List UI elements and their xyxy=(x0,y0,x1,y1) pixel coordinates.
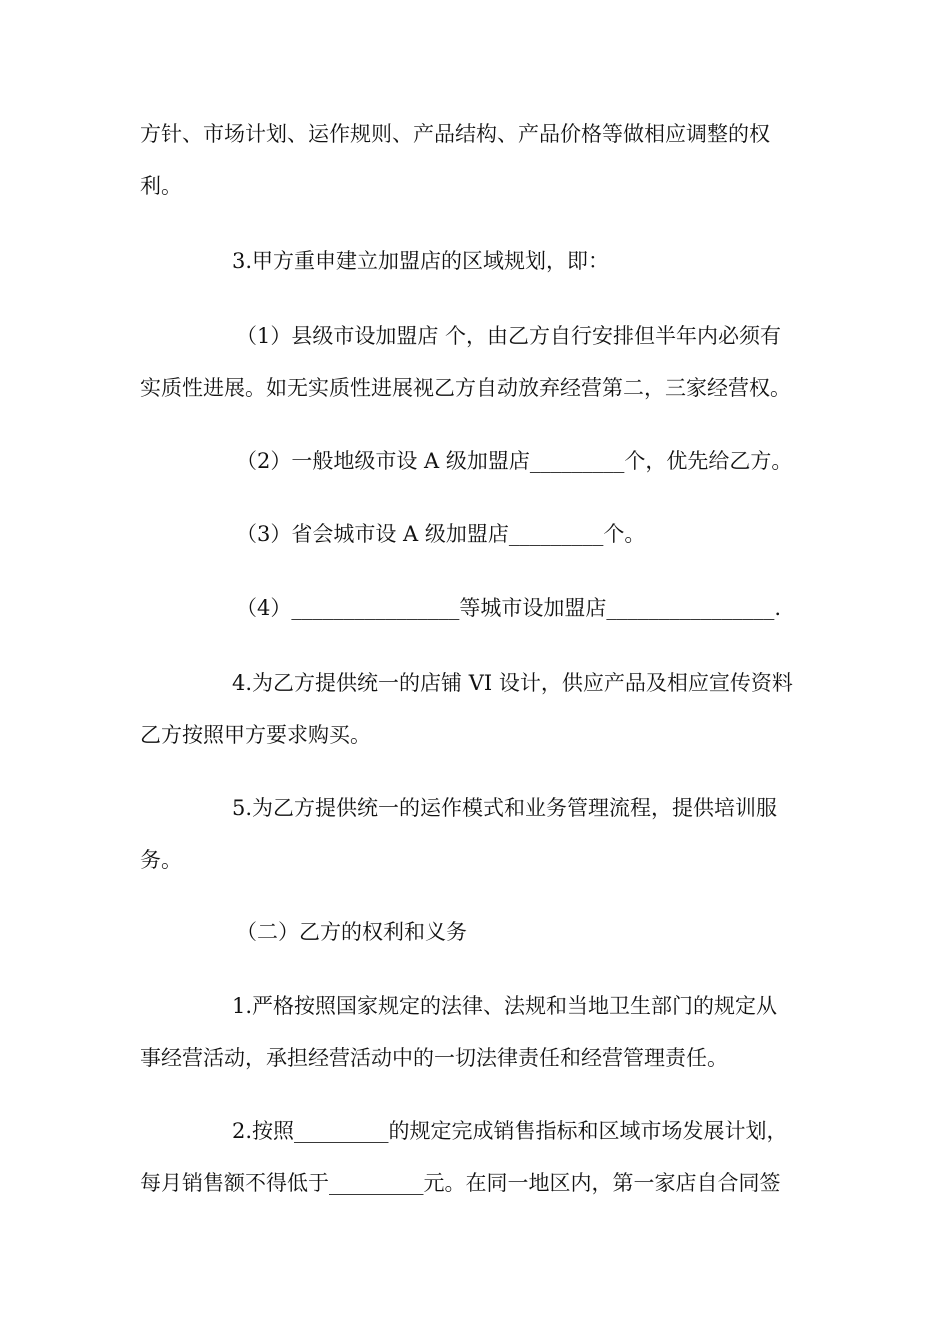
paragraph-item-4 xyxy=(140,582,810,634)
paragraph-clause-3 xyxy=(140,235,810,287)
text-line: 务。 xyxy=(140,848,182,872)
text-line: 4.为乙方提供统一的店铺 VI 设计，供应产品及相应宣传资料 xyxy=(232,671,793,695)
text-line: （4）________________等城市设加盟店________________. xyxy=(236,596,782,620)
text-line: 1.严格按照国家规定的法律、法规和当地卫生部门的规定从 xyxy=(232,994,778,1018)
text-line: 方针、市场计划、运作规则、产品结构、产品价格等做相应调整的权 xyxy=(140,122,770,146)
text-line: （二）乙方的权利和义务 xyxy=(236,920,467,944)
text-line: 事经营活动，承担经营活动中的一切法律责任和经营管理责任。 xyxy=(140,1046,728,1070)
text-line: 2.按照_________的规定完成销售指标和区域市场发展计划， xyxy=(232,1119,788,1143)
paragraph-b-clause-2 xyxy=(140,1105,810,1209)
section-heading-party-b xyxy=(140,906,810,958)
text-line: 5.为乙方提供统一的运作模式和业务管理流程，提供培训服 xyxy=(232,796,778,820)
text-line: （1）县级市设加盟店 个，由乙方自行安排但半年内必须有 xyxy=(236,324,782,348)
paragraph-clause-5 xyxy=(140,782,810,886)
paragraph-continuation xyxy=(140,108,810,212)
paragraph-clause-4 xyxy=(140,657,810,761)
paragraph-item-1 xyxy=(140,310,810,414)
paragraph-b-clause-1 xyxy=(140,980,810,1084)
text-line: 实质性进展。如无实质性进展视乙方自动放弃经营第二，三家经营权。 xyxy=(140,376,791,400)
text-line: 每月销售额不得低于_________元。在同一地区内，第一家店自合同签 xyxy=(140,1171,781,1195)
text-line: 乙方按照甲方要求购买。 xyxy=(140,723,371,747)
paragraph-item-2 xyxy=(140,435,810,487)
text-line: （2）一般地级市设 A 级加盟店_________个，优先给乙方。 xyxy=(236,449,793,473)
text-line: （3）省会城市设 A 级加盟店_________个。 xyxy=(236,522,646,546)
paragraph-item-3 xyxy=(140,508,810,560)
text-line: 3.甲方重申建立加盟店的区域规划，即： xyxy=(232,249,610,273)
text-line: 利。 xyxy=(140,174,182,198)
